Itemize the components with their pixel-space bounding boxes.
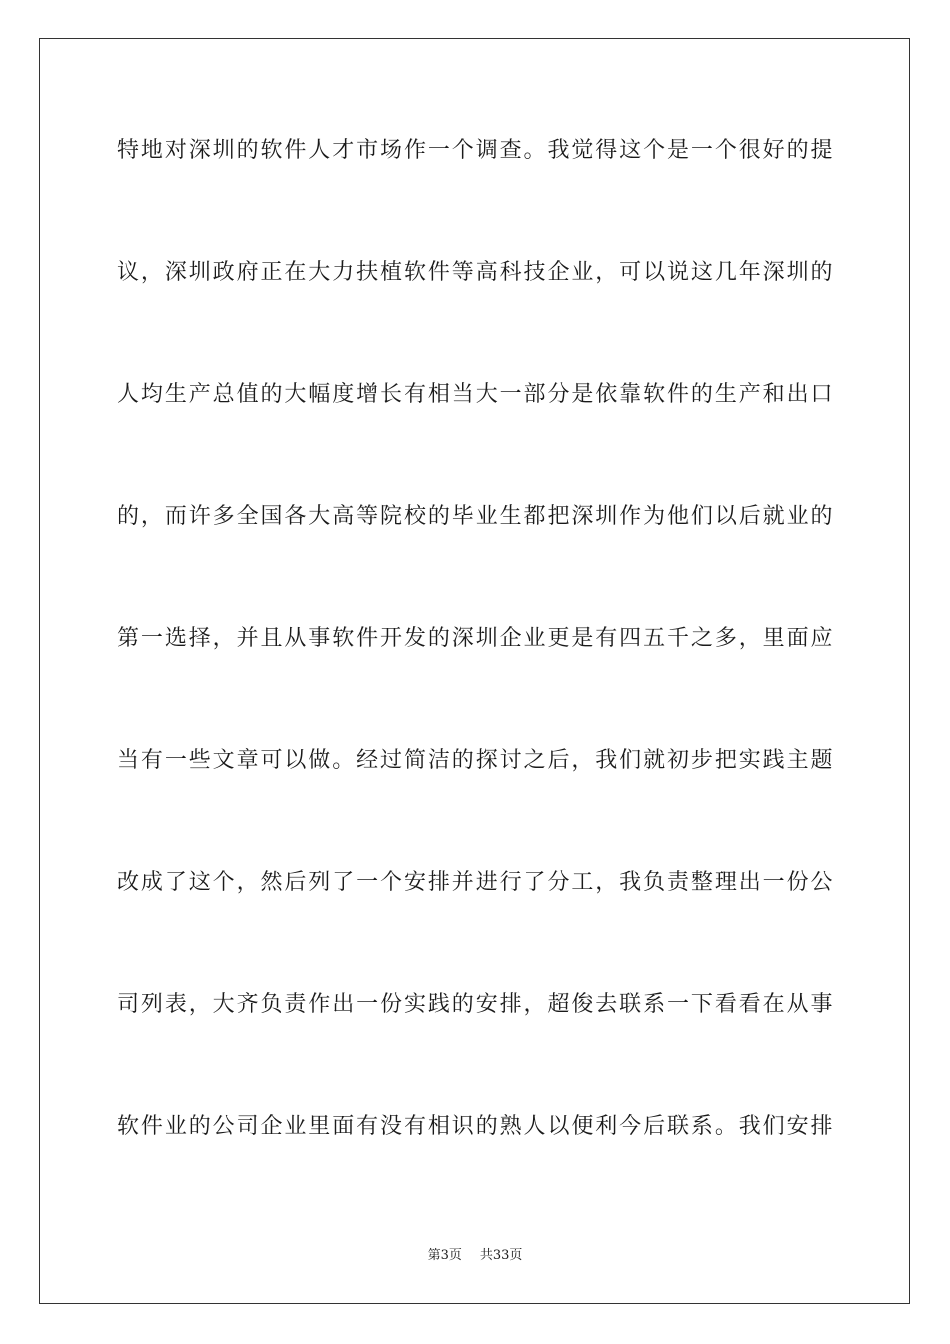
page-footer (0, 1246, 950, 1266)
total-pages: 共33页 (479, 1248, 523, 1263)
page-number: 第3页 (427, 1248, 462, 1263)
text-line-9: 软件业的公司企业里面有没有相识的熟人以便利今后联系。我们安排 (117, 1114, 833, 1139)
text-line-1: 特地对深圳的软件人才市场作一个调查。我觉得这个是一个很好的提 (117, 138, 833, 163)
text-line-2: 议，深圳政府正在大力扶植软件等高科技企业，可以说这几年深圳的 (117, 260, 833, 285)
text-line-8: 司列表，大齐负责作出一份实践的安排，超俊去联系一下看看在从事 (117, 992, 833, 1017)
body-text (117, 128, 833, 1226)
text-line-7: 改成了这个，然后列了一个安排并进行了分工，我负责整理出一份公 (117, 870, 833, 895)
text-line-3: 人均生产总值的大幅度增长有相当大一部分是依靠软件的生产和出口 (117, 382, 833, 407)
text-line-4: 的，而许多全国各大高等院校的毕业生都把深圳作为他们以后就业的 (117, 504, 833, 529)
text-line-5: 第一选择，并且从事软件开发的深圳企业更是有四五千之多，里面应 (117, 626, 833, 651)
text-line-6: 当有一些文章可以做。经过简洁的探讨之后，我们就初步把实践主题 (117, 748, 833, 773)
